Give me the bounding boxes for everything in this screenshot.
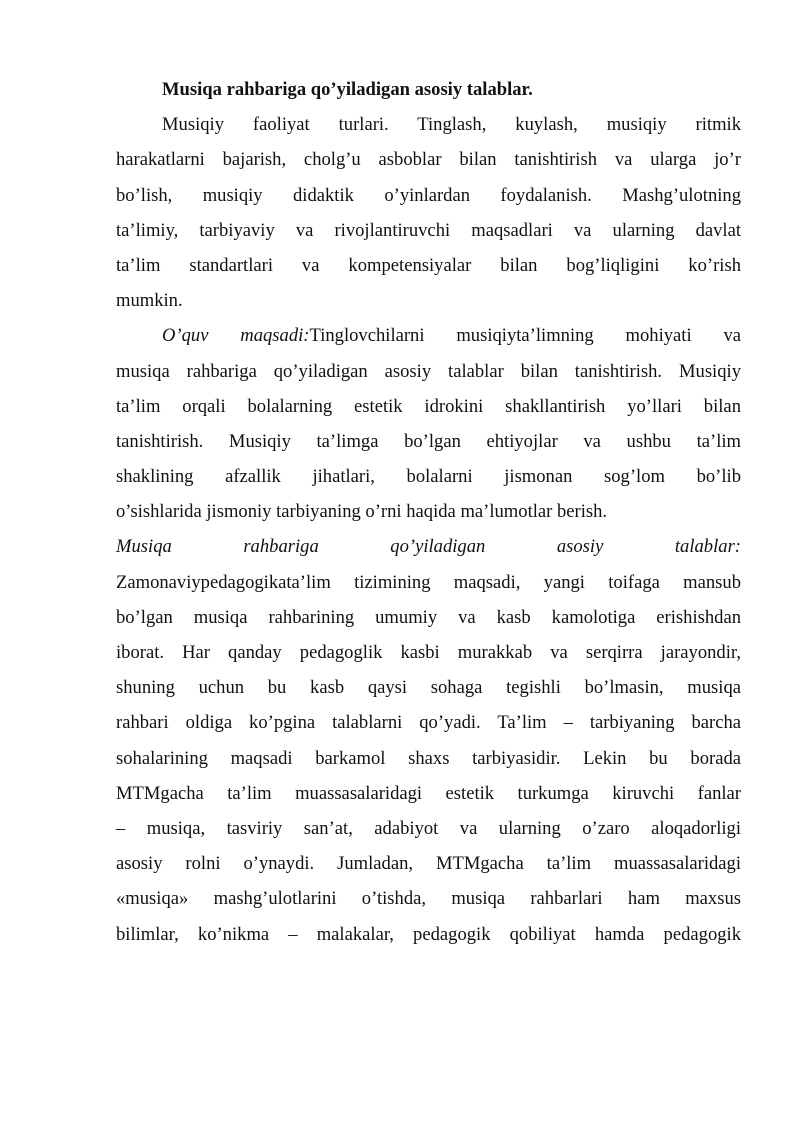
paragraph-2-line: ta’lim orqali bolalarning estetik idrokini shakllantirish yo’llari bilan — [116, 395, 741, 417]
paragraph-2-line: musiqa rahbariga qo’yiladigan asosiy talablar bilan tanishtirish. Musiqiy — [116, 360, 741, 382]
paragraph-1-line: ta’limiy, tarbiyaviy va rivojlantiruvchi maqsadlari va ularning davlat — [116, 219, 741, 241]
paragraph-1-line: harakatlarni bajarish, cholg’u asboblar bilan tanishtirish va ularga jo’r — [116, 149, 741, 171]
requirements-label: Musiqa rahbariga qo’yiladigan asosiy talablar: — [116, 536, 741, 558]
paragraph-3-line: – musiqa, tasviriy san’at, adabiyot va ularning o’zaro aloqadorligi — [116, 817, 741, 839]
document-heading: Musiqa rahbariga qo’yiladigan asosiy talablar. — [162, 79, 533, 100]
paragraph-3-line: sohalarining maqsadi barkamol shaxs tarbiyasidir. Lekin bu borada — [116, 747, 741, 769]
paragraph-2-line: tanishtirish. Musiqiy ta’limga bo’lgan ehtiyojlar va ushbu ta’lim — [116, 430, 741, 452]
paragraph-1-line: mumkin. — [116, 290, 183, 312]
paragraph-3-line: Zamonaviypedagogikata’lim tizimining maqsadi, yangi toifaga mansub — [116, 571, 741, 593]
paragraph-2-first-line — [116, 318, 741, 353]
paragraph-3-line: MTMgacha ta’lim muassasalaridagi estetik turkumga kiruvchi fanlar — [116, 782, 741, 804]
paragraph-3-line: bilimlar, ko’nikma – malakalar, pedagogik qobiliyat hamda pedagogik — [116, 923, 741, 945]
paragraph-2-line: shaklining afzallik jihatlari, bolalarni jismonan sog’lom bo’lib — [116, 466, 741, 488]
document-page — [116, 72, 741, 952]
paragraph-1-line: Musiqiy faoliyat turlari. Tinglash, kuylash, musiqiy ritmik — [162, 114, 741, 136]
paragraph-3-line: «musiqa» mashg’ulotlarini o’tishda, musiqa rahbarlari ham maxsus — [116, 888, 741, 910]
paragraph-2-line: o’sishlarida jismoniy tarbiyaning o’rni haqida ma’lumotlar berish. — [116, 501, 608, 523]
paragraph-3-line: asosiy rolni o’ynaydi. Jumladan, MTMgacha ta’lim muassasalaridagi — [116, 853, 741, 875]
paragraph-1-line: ta’lim standartlari va kompetensiyalar bilan bog’liqligini ko’rish — [116, 254, 741, 276]
paragraph-1-line: bo’lish, musiqiy didaktik o’yinlardan foydalanish. Mashg’ulotning — [116, 184, 741, 206]
learning-goal-label: O’quv maqsadi: — [162, 325, 310, 347]
paragraph-3-line: iborat. Har qanday pedagoglik kasbi murakkab va serqirra jarayondir, — [116, 642, 741, 663]
paragraph-3-line: bo’lgan musiqa rahbarining umumiy va kasb kamolotiga erishishdan — [116, 606, 741, 628]
paragraph-3-line: rahbari oldiga ko’pgina talablarni qo’yadi. Ta’lim – tarbiyaning barcha — [116, 712, 741, 734]
learning-goal-text: Tinglovchilarni musiqiyta’limning mohiyati va — [309, 325, 741, 347]
paragraph-3-line: shuning uchun bu kasb qaysi sohaga tegishli bo’lmasin, musiqa — [116, 677, 741, 699]
